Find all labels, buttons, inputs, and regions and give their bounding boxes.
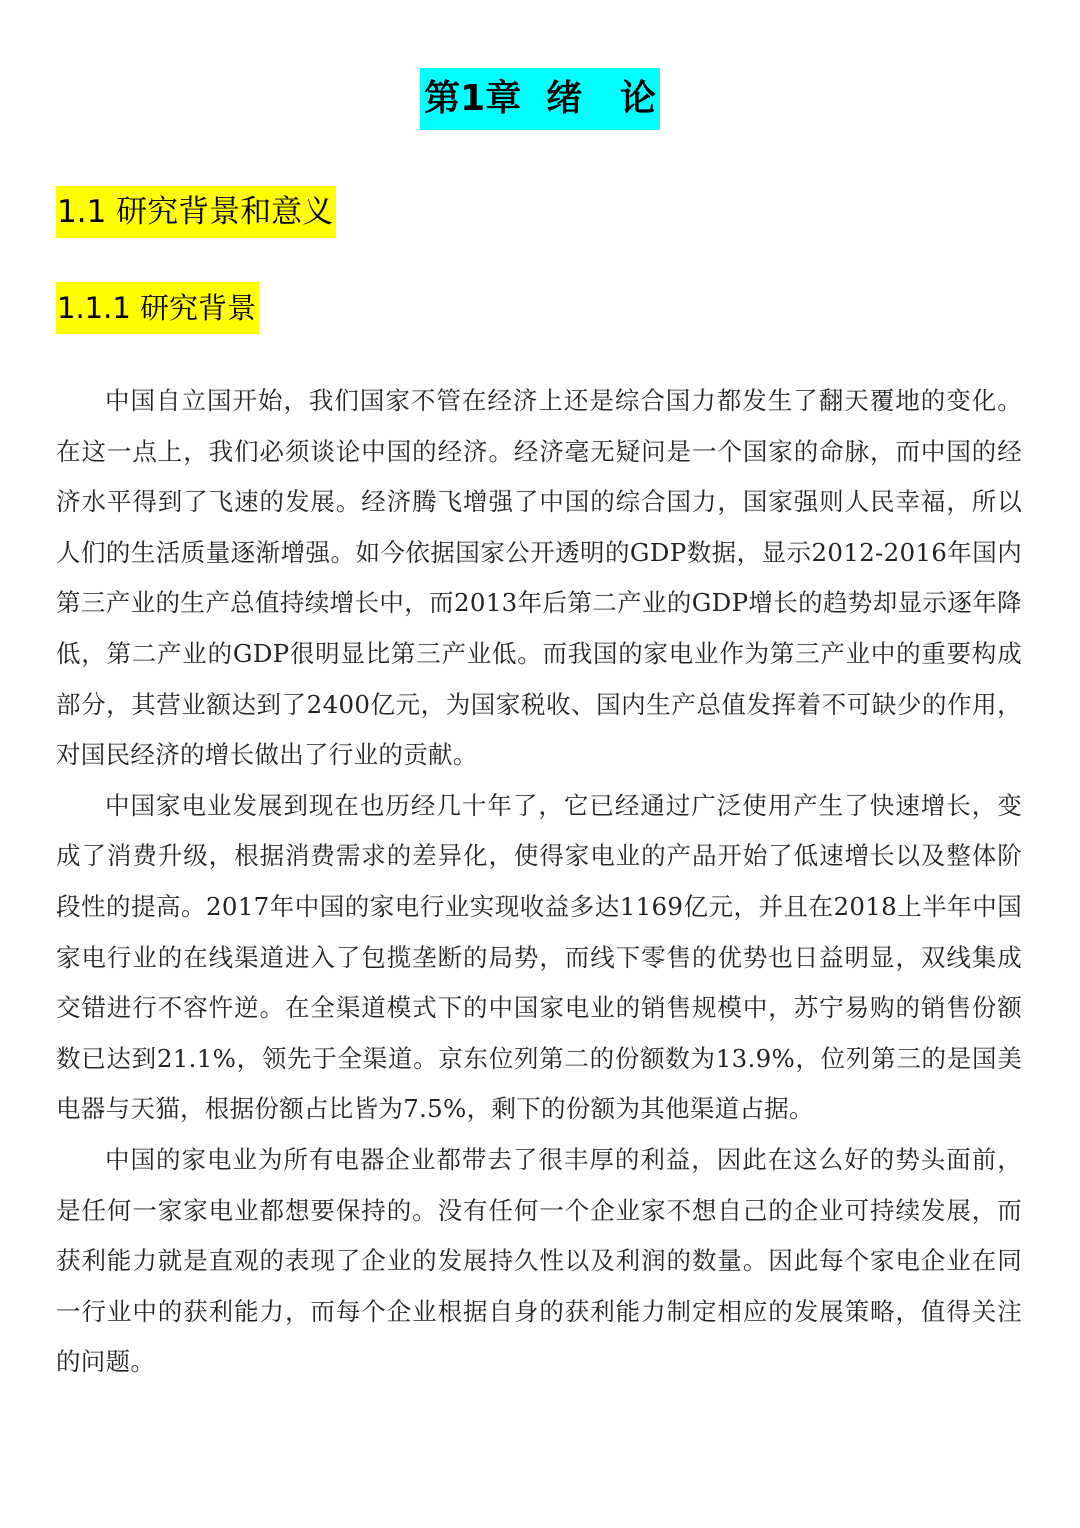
section-title: 1.1 研究背景和意义 — [56, 186, 336, 238]
subsection-title: 1.1.1 研究背景 — [56, 282, 259, 334]
paragraph-3: 中国的家电业为所有电器企业都带去了很丰厚的利益，因此在这么好的势头面前，是任何一家家电业都想要保持的。没有任何一个企业家不想自己的企业可持续发展，而获利能力就是直观的表现了企业的发展持久性以及利润的数量。因此每个家电企业在同一行业中的获利能力，而每个企业根据自身的获利能力制定相应的发展策略，值得关注的问题。 — [56, 1144, 1022, 1377]
body-text — [56, 376, 1022, 1388]
paragraph-1: 中国自立国开始，我们国家不管在经济上还是综合国力都发生了翻天覆地的变化。在这一点上，我们必须谈论中国的经济。经济毫无疑问是一个国家的命脉，而中国的经济水平得到了飞速的发展。经济腾飞增强了中国的综合国力，国家强则人民幸福，所以人们的生活质量逐渐增强。如今依据国家公开透明的GDP数据，显示2012-2016年国内第三产业的生产总值持续增长中，而2013年后第二产业的GDP增长的趋势却显示逐年降低，第二产业的GDP很明显比第三产业低。而我国的家电业作为第三产业中的重要构成部分，其营业额达到了2400亿元，为国家税收、国内生产总值发挥着不可缺少的作用，对国民经济的增长做出了行业的贡献。 — [56, 386, 1022, 770]
chapter-title: 第1章 绪 论 — [420, 68, 660, 130]
paragraph-2: 中国家电业发展到现在也历经几十年了，它已经通过广泛使用产生了快速增长，变成了消费升级，根据消费需求的差异化，使得家电业的产品开始了低速增长以及整体阶段性的提高。2017年中国的家电行业实现收益多达1169亿元，并且在2018上半年中国家电行业的在线渠道进入了包揽垄断的局势，而线下零售的优势也日益明显，双线集成交错进行不容忤逆。在全渠道模式下的中国家电业的销售规模中，苏宁易购的销售份额数已达到21.1%，领先于全渠道。京东位列第二的份额数为13.9%，位列第三的是国美电器与天猫，根据份额占比皆为7.5%，剩下的份额为其他渠道占据。 — [56, 790, 1022, 1124]
chapter-heading-container — [0, 68, 1080, 130]
